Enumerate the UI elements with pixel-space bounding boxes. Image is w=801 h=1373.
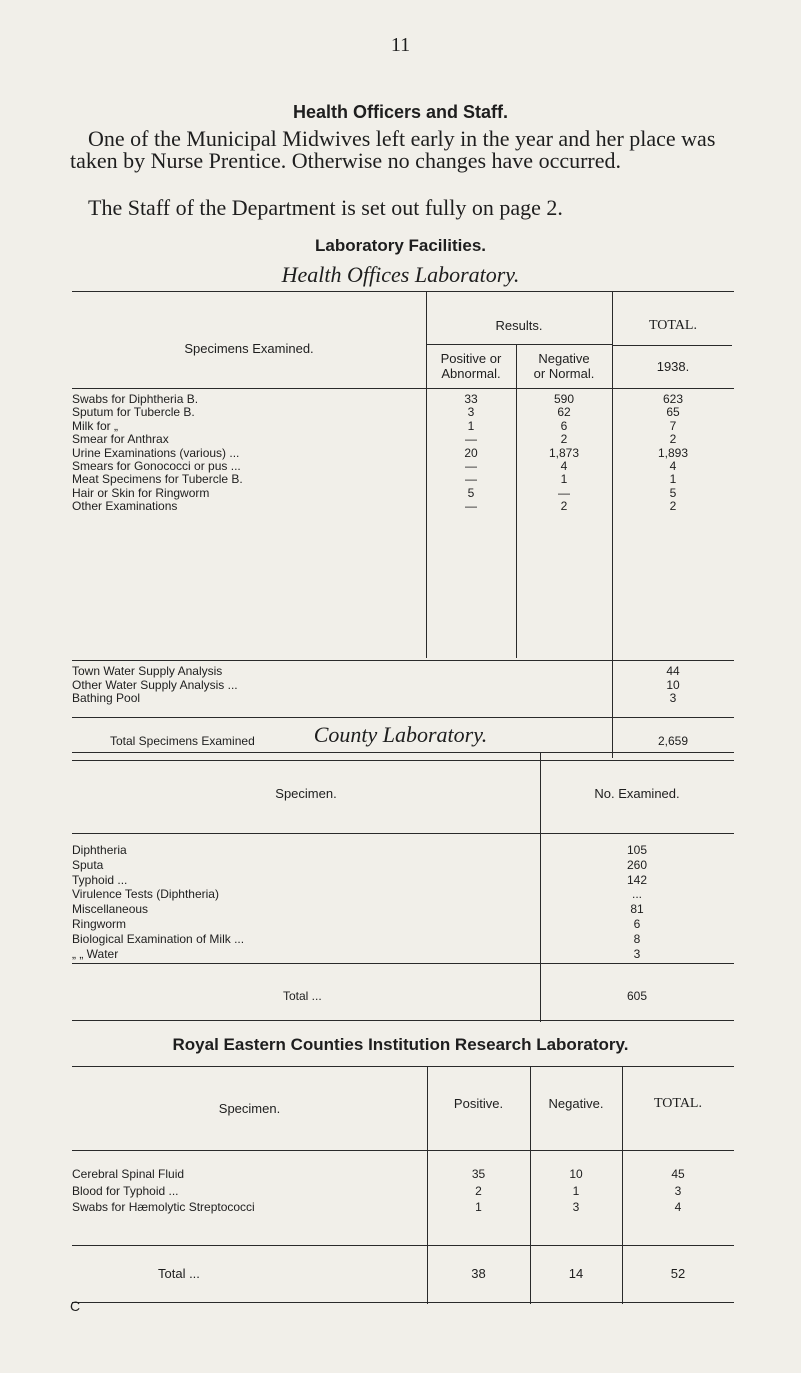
royal-specimen-header: Specimen. [218,1101,281,1116]
royal-total-value: 3 [674,1183,682,1198]
water-analysis-total: 10 [666,677,680,692]
county-specimen-label: Biological Examination of Milk ... [72,931,245,946]
county-specimen-label: „ „ Water [72,946,119,961]
results-header: Results. [495,318,543,333]
laboratory-facilities-heading: Laboratory Facilities. [315,236,486,255]
county-examined-value: 105 [626,843,648,857]
total-value: 65 [666,405,680,420]
royal-total-value: 45 [671,1167,685,1181]
positive-value: 5 [467,485,475,500]
negative-value: 4 [560,459,568,473]
total-header: TOTAL. [648,318,697,333]
county-examined-value: 3 [633,946,641,961]
page-number: 11 [390,34,411,56]
royal-positive-value: 1 [475,1200,482,1214]
county-examined-value: 81 [630,902,644,917]
specimen-label: Milk for „ [72,418,118,433]
water-analysis-total: 3 [669,691,677,705]
county-specimen-label: Diphtheria [72,843,127,857]
negative-value: 590 [553,392,575,406]
positive-value: 33 [464,392,478,406]
water-analysis-label: Other Water Supply Analysis ... [72,677,238,692]
royal-specimen-label: Cerebral Spinal Fluid [72,1167,185,1181]
negative-header: Negative or Normal. [533,351,595,381]
specimen-label: Hair or Skin for Ringworm [72,485,210,500]
specimen-label: Swabs for Diphtheria B. [72,392,199,406]
royal-negative-value: 1 [572,1183,580,1198]
specimen-label: Smear for Anthrax [72,432,169,447]
positive-value: — [465,472,477,487]
positive-value: — [465,432,477,447]
royal-total-label: Total ... [158,1266,200,1281]
total-value: 7 [669,418,677,433]
negative-value: 6 [560,418,568,433]
county-specimen-label: Ringworm [72,917,127,931]
county-examined-value: ... [631,887,642,902]
positive-value: 1 [467,418,475,433]
negative-value: 62 [557,405,571,420]
footer-signature-mark: C [70,1298,81,1314]
royal-total-negative: 14 [568,1266,584,1281]
royal-negative-value: 10 [569,1167,583,1181]
county-examined-value: 142 [626,872,648,887]
county-examined-value: 260 [626,857,648,872]
total-value: 1 [669,472,677,487]
county-specimen-label: Sputa [72,857,104,872]
grand-total-label: Total Specimens Examined [110,734,255,748]
positive-value: — [465,499,477,514]
total-value: 623 [662,392,684,406]
specimen-label: Urine Examinations (various) ... [72,445,240,460]
specimens-examined-header: Specimens Examined. [184,341,314,356]
water-analysis-total: 44 [666,664,680,678]
total-value: 2 [669,499,677,514]
county-specimen-header: Specimen. [275,786,337,801]
royal-total-value: 4 [674,1200,682,1214]
positive-value: 3 [467,405,475,420]
county-examined-value: 6 [633,917,641,931]
negative-value: 2 [560,432,568,447]
total-value: 4 [669,459,677,473]
paragraph-staff: The Staff of the Department is set out fully on page 2. [88,195,563,220]
total-value: 1,893 [657,445,689,460]
total-value: 5 [669,485,677,500]
royal-positive-header: Positive. [453,1096,504,1111]
health-offices-lab-title: Health Offices Laboratory. [281,262,520,287]
royal-total-total: 52 [670,1266,686,1281]
grand-total-value: 2,659 [657,734,689,748]
positive-value: 20 [464,445,478,460]
negative-value: — [558,485,570,500]
royal-specimen-label: Blood for Typhoid ... [72,1183,179,1198]
specimen-label: Smears for Gonococci or pus ... [72,459,241,473]
county-examined-header: No. Examined. [594,786,680,801]
specimen-label: Sputum for Tubercle B. [72,405,195,420]
county-specimen-label: Virulence Tests (Diphtheria) [72,887,219,902]
royal-positive-value: 35 [471,1167,486,1181]
royal-total-header: TOTAL. [653,1096,702,1111]
county-total-label: Total ... [283,989,322,1003]
royal-positive-value: 2 [475,1183,482,1198]
county-examined-value: 8 [633,931,641,946]
paragraph-midwives: One of the Municipal Midwives left early in the year and her place was taken by Nurse Prentice. Otherwise no changes have occurred. [70,126,716,173]
royal-negative-value: 3 [572,1200,580,1214]
water-analysis-label: Bathing Pool [72,691,141,705]
water-analysis-label: Town Water Supply Analysis [72,664,223,678]
royal-lab-title: Royal Eastern Counties Institution Research Laboratory. [172,1035,629,1054]
negative-value: 1,873 [548,445,580,460]
specimen-label: Other Examinations [72,499,178,514]
royal-negative-header: Negative. [548,1096,604,1111]
county-specimen-label: Miscellaneous [72,902,149,917]
county-lab-title: County Laboratory. [313,722,488,747]
negative-value: 1 [560,472,568,487]
county-specimen-label: Typhoid ... [72,872,128,887]
positive-value: — [465,459,477,473]
health-officers-heading: Health Officers and Staff. [292,102,509,122]
year-header: 1938. [656,359,690,374]
negative-value: 2 [560,499,568,514]
positive-header: Positive or Abnormal. [440,351,502,381]
county-total-value: 605 [626,989,648,1003]
royal-specimen-label: Swabs for Hæmolytic Streptococci [72,1200,255,1214]
total-value: 2 [669,432,677,447]
specimen-label: Meat Specimens for Tubercle B. [72,472,243,487]
royal-total-positive: 38 [471,1266,486,1281]
